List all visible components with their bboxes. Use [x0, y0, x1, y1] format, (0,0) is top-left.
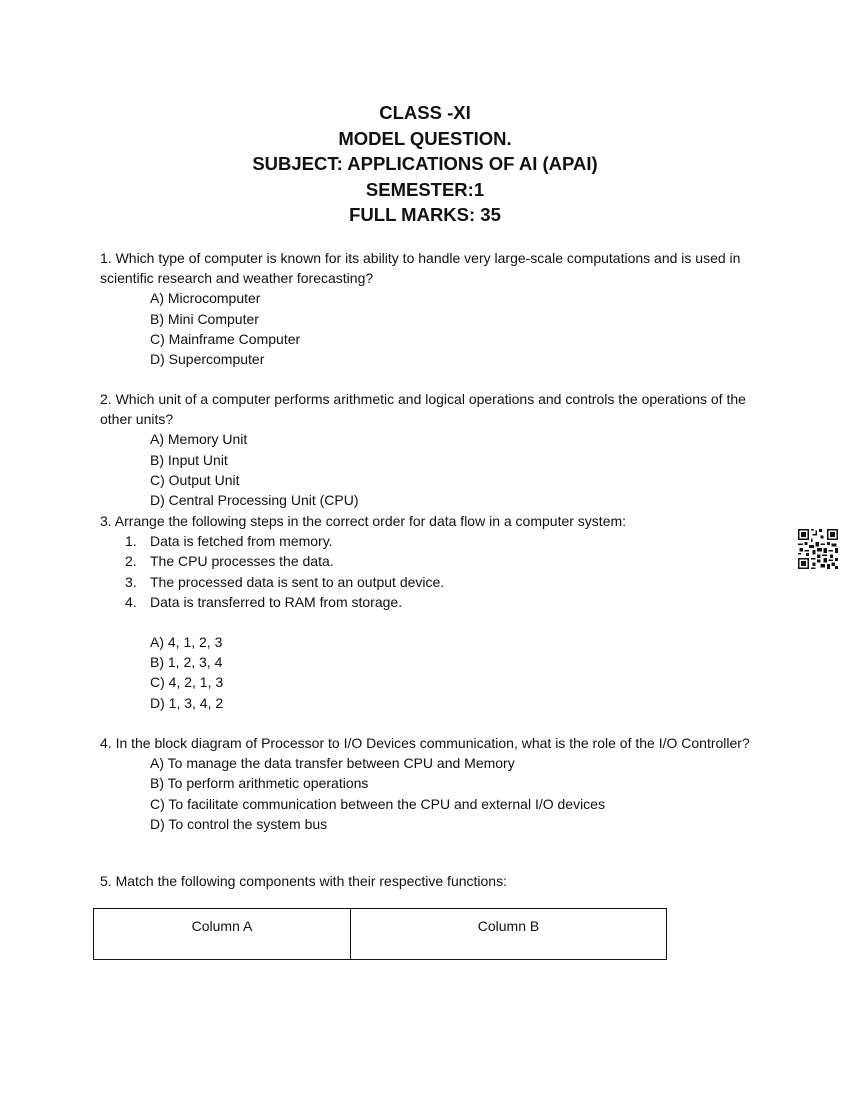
- option: A) To manage the data transfer between CPU and Memory: [150, 755, 515, 772]
- option-list: [100, 632, 760, 713]
- step-text: Data is transferred to RAM from storage.: [150, 593, 403, 610]
- subject-label: SUBJECT: APPLICATIONS OF AI (APAI): [252, 153, 598, 174]
- question-2: [100, 389, 760, 510]
- step-item: [100, 592, 760, 612]
- option-list: [100, 429, 760, 510]
- step-item: [100, 572, 760, 592]
- step-list: [100, 531, 760, 612]
- option: B) Mini Computer: [150, 310, 259, 327]
- class-label: CLASS -XI: [379, 102, 471, 123]
- match-table: [93, 908, 667, 960]
- column-b-header: Column B: [351, 909, 667, 960]
- step-number: 4.: [125, 593, 137, 610]
- column-a-header: Column A: [94, 909, 351, 960]
- semester-label: SEMESTER:1: [365, 178, 485, 200]
- option: D) 1, 3, 4, 2: [150, 694, 224, 711]
- question-5: [100, 871, 760, 891]
- step-number: 3.: [125, 573, 137, 590]
- option: C) Mainframe Computer: [150, 330, 301, 347]
- question-1: [100, 248, 760, 369]
- question-text: 1. Which type of computer is known for its ability to handle very large-scale computations and is used in scientific research and weather forecasting?: [100, 250, 741, 287]
- step-text: The processed data is sent to an output device.: [150, 573, 445, 590]
- step-item: [100, 551, 760, 571]
- step-text: Data is fetched from memory.: [150, 533, 333, 550]
- option: C) To facilitate communication between the CPU and external I/O devices: [150, 795, 605, 812]
- option: B) Input Unit: [150, 451, 228, 468]
- step-item: [100, 531, 760, 551]
- question-text: 3. Arrange the following steps in the correct order for data flow in a computer system:: [100, 513, 627, 529]
- option: A) Microcomputer: [150, 290, 261, 307]
- full-marks-label: FULL MARKS: 35: [349, 204, 501, 225]
- step-number: 1.: [125, 533, 137, 550]
- question-4: [100, 733, 760, 834]
- option-list: [100, 753, 760, 834]
- question-text: 5. Match the following components with their respective functions:: [100, 873, 507, 889]
- qr-code-icon: [798, 529, 838, 569]
- option: B) 1, 2, 3, 4: [150, 654, 223, 671]
- option: B) To perform arithmetic operations: [150, 775, 369, 792]
- spacer: [100, 612, 760, 632]
- option: C) Output Unit: [150, 471, 240, 488]
- exam-title: MODEL QUESTION.: [338, 127, 512, 149]
- option: A) 4, 1, 2, 3: [150, 634, 223, 651]
- question-text: 4. In the block diagram of Processor to I/O Devices communication, what is the role of the I/O Controller?: [100, 735, 750, 751]
- option: C) 4, 2, 1, 3: [150, 674, 224, 691]
- question-3: [100, 511, 760, 713]
- option: D) Supercomputer: [150, 351, 265, 368]
- option: D) To control the system bus: [150, 815, 328, 832]
- option: D) Central Processing Unit (CPU): [150, 492, 359, 509]
- question-text: 2. Which unit of a computer performs arithmetic and logical operations and controls the operations of the other units?: [100, 391, 746, 428]
- step-text: The CPU processes the data.: [150, 553, 334, 570]
- option: A) Memory Unit: [150, 431, 248, 448]
- step-number: 2.: [125, 553, 137, 570]
- exam-header: [0, 100, 850, 228]
- option-list: [100, 288, 760, 369]
- table-header-row: [94, 909, 667, 960]
